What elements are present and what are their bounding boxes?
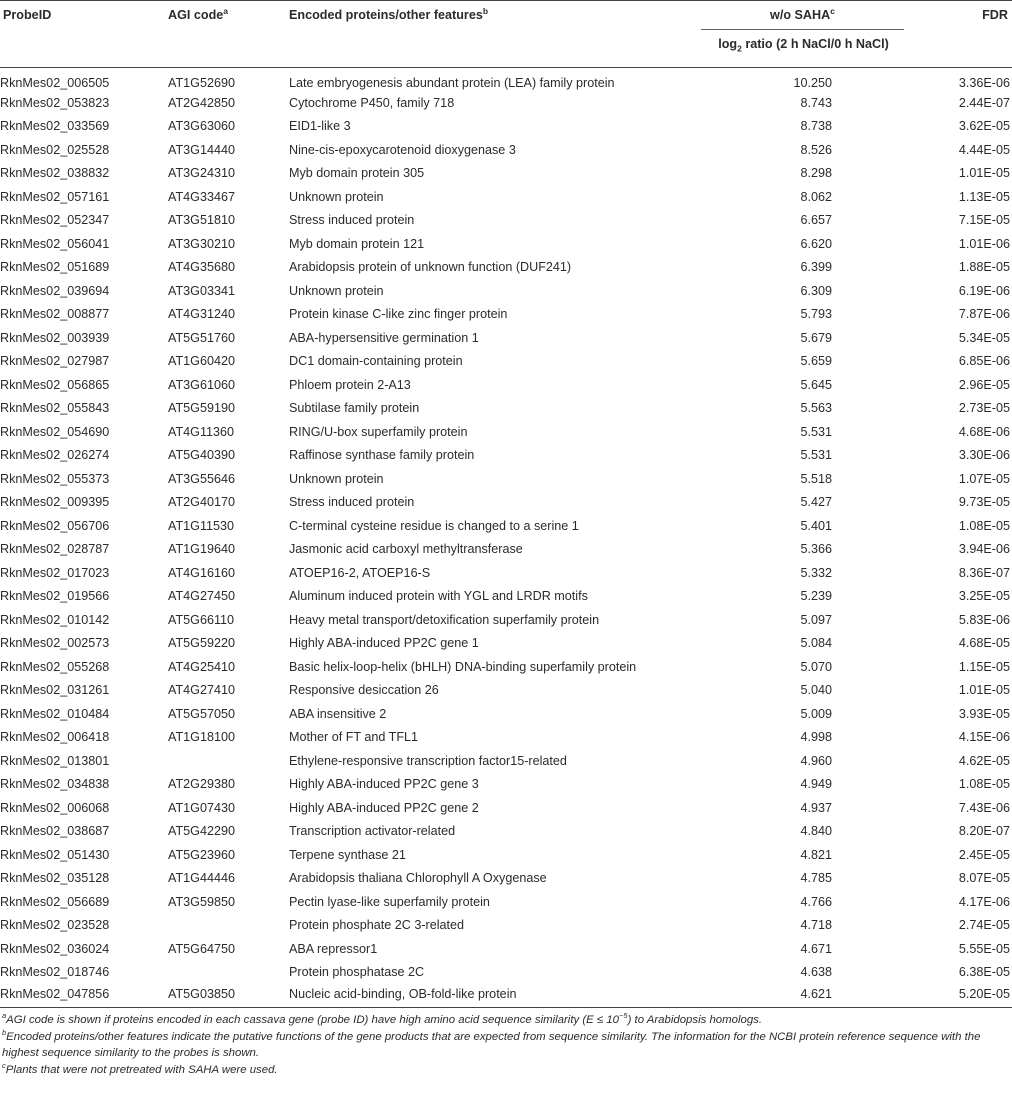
cell-fdr: 3.94E-06: [958, 542, 1010, 557]
cell-probe-id: RknMes02_051689: [0, 260, 110, 275]
cell-feature: Arabidopsis thaliana Chlorophyll A Oxygenase: [289, 871, 547, 886]
cell-feature: C-terminal cysteine residue is changed to a serine 1: [289, 518, 579, 533]
cell-agi-code: AT5G51760: [168, 330, 235, 345]
table-row: [0, 984, 1012, 1008]
cell-fdr: 4.15E-06: [958, 730, 1010, 745]
cell-fdr: 5.34E-05: [958, 330, 1010, 345]
table-row: [0, 209, 1012, 233]
cell-feature: Late embryogenesis abundant protein (LEA) family protein: [289, 75, 615, 90]
table-row: [0, 138, 1012, 162]
cell-probe-id: RknMes02_036024: [0, 941, 110, 956]
cell-agi-code: AT5G57050: [168, 706, 235, 721]
cell-agi-code: AT3G51810: [168, 213, 235, 228]
cell-fdr: 1.07E-05: [958, 471, 1010, 486]
cell-fdr: 2.45E-05: [958, 847, 1010, 862]
cell-fdr: 7.43E-06: [958, 800, 1010, 815]
cell-feature: Highly ABA-induced PP2C gene 3: [289, 777, 479, 792]
cell-fdr: 4.17E-06: [958, 894, 1010, 909]
table-row: [0, 937, 1012, 961]
cell-log-ratio: 8.743: [800, 95, 832, 110]
cell-probe-id: RknMes02_055373: [0, 471, 110, 486]
cell-agi-code: AT1G60420: [168, 354, 235, 369]
table-row: [0, 185, 1012, 209]
cell-probe-id: RknMes02_027987: [0, 354, 110, 369]
cell-probe-id: RknMes02_056706: [0, 518, 110, 533]
cell-log-ratio: 5.645: [800, 377, 832, 392]
cell-agi-code: AT3G61060: [168, 377, 235, 392]
cell-feature: ATOEP16-2, ATOEP16-S: [289, 565, 431, 580]
cell-agi-code: AT4G25410: [168, 659, 235, 674]
cell-probe-id: RknMes02_006068: [0, 800, 110, 815]
table-row: [0, 561, 1012, 585]
cell-agi-code: AT3G59850: [168, 894, 235, 909]
cell-log-ratio: 5.427: [800, 495, 832, 510]
cell-fdr: 8.36E-07: [958, 565, 1010, 580]
cell-probe-id: RknMes02_025528: [0, 142, 110, 157]
table-row: [0, 538, 1012, 562]
cell-probe-id: RknMes02_023528: [0, 918, 110, 933]
cell-fdr: 4.62E-05: [958, 753, 1010, 768]
cell-probe-id: RknMes02_006505: [0, 75, 110, 90]
cell-log-ratio: 4.840: [800, 824, 832, 839]
cell-log-ratio: 10.250: [793, 75, 832, 90]
cell-probe-id: RknMes02_018746: [0, 965, 110, 980]
table-row: [0, 279, 1012, 303]
cell-log-ratio: 4.638: [800, 965, 832, 980]
cell-agi-code: AT5G59220: [168, 636, 235, 651]
cell-agi-code: AT5G23960: [168, 847, 235, 862]
cell-log-ratio: 8.738: [800, 119, 832, 134]
cell-feature: RING/U-box superfamily protein: [289, 424, 468, 439]
cell-agi-code: AT5G03850: [168, 984, 289, 1008]
cell-probe-id: RknMes02_010142: [0, 612, 110, 627]
table-row: [0, 679, 1012, 703]
cell-agi-code: AT4G16160: [168, 565, 235, 580]
cell-log-ratio: 5.679: [800, 330, 832, 345]
cell-feature: Unknown protein: [289, 471, 384, 486]
footnote-c: $^c$Plants that were not pretreated with SAHA were used.: [2, 1060, 278, 1076]
footnote-b: $^b$Encoded proteins/other features indicate the putative functions of the gene products that are expected from sequence similarity. The information for the NCBI protein reference sequence with the highest sequence similarity to the probes is shown.: [2, 1027, 981, 1060]
cell-agi-code: AT2G42850: [168, 95, 235, 110]
cell-agi-code: AT4G31240: [168, 307, 235, 322]
cell-probe-id: RknMes02_013801: [0, 753, 110, 768]
table-row: [0, 608, 1012, 632]
cell-probe-id: RknMes02_006418: [0, 730, 110, 745]
cell-agi-code: AT4G11360: [168, 424, 235, 439]
table-row: [0, 867, 1012, 891]
cell-fdr: 1.01E-05: [958, 166, 1010, 181]
cell-fdr: 6.85E-06: [958, 354, 1010, 369]
cell-probe-id: RknMes02_031261: [0, 683, 110, 698]
cell-probe-id: RknMes02_009395: [0, 495, 110, 510]
table-row: [0, 890, 1012, 914]
cell-agi-code: AT5G40390: [168, 448, 235, 463]
table-row: [0, 303, 1012, 327]
table-row: [0, 702, 1012, 726]
cell-log-ratio: 8.526: [800, 142, 832, 157]
cell-probe-id: RknMes02_019566: [0, 589, 110, 604]
cell-feature: ABA-hypersensitive germination 1: [289, 330, 479, 345]
cell-agi-code: [168, 749, 289, 773]
table-row: [0, 256, 1012, 280]
cell-feature: Myb domain protein 305: [289, 166, 425, 181]
cell-fdr: 3.93E-05: [958, 706, 1010, 721]
cell-fdr: 9.73E-05: [958, 495, 1010, 510]
cell-agi-code: AT3G30210: [168, 236, 235, 251]
cell-probe-id: RknMes02_047856: [0, 984, 168, 1008]
cell-agi-code: AT5G59190: [168, 401, 235, 416]
table-row: [0, 491, 1012, 515]
cell-feature: Phloem protein 2-A13: [289, 377, 411, 392]
cell-log-ratio: 6.309: [800, 283, 832, 298]
cell-agi-code: AT5G66110: [168, 612, 235, 627]
cell-feature: ABA insensitive 2: [289, 706, 387, 721]
cell-fdr: 6.38E-05: [958, 965, 1010, 980]
cell-agi-code: AT1G52690: [168, 75, 235, 90]
cell-feature: Stress induced protein: [289, 495, 415, 510]
cell-feature: Unknown protein: [289, 283, 384, 298]
cell-feature: DC1 domain-containing protein: [289, 354, 463, 369]
cell-probe-id: RknMes02_002573: [0, 636, 110, 651]
cell-probe-id: RknMes02_028787: [0, 542, 110, 557]
cell-log-ratio: 4.621: [701, 984, 918, 1008]
cell-probe-id: RknMes02_053823: [0, 95, 110, 110]
cell-probe-id: RknMes02_056041: [0, 236, 110, 251]
cell-fdr: 2.44E-07: [958, 95, 1010, 110]
cell-feature: Myb domain protein 121: [289, 236, 425, 251]
cell-fdr: 2.74E-05: [958, 918, 1010, 933]
header-log-ratio: $\log_2$ ratio (2 h NaCl/0 h NaCl): [701, 32, 918, 68]
table-row: [0, 655, 1012, 679]
table-row: [0, 397, 1012, 421]
table-row: [0, 232, 1012, 256]
cell-feature: Arabidopsis protein of unknown function (DUF241): [289, 260, 572, 275]
cell-probe-id: RknMes02_055843: [0, 401, 110, 416]
cell-feature: Transcription activator-related: [289, 824, 456, 839]
cell-agi-code: AT3G63060: [168, 119, 235, 134]
cell-probe-id: RknMes02_056865: [0, 377, 110, 392]
cell-log-ratio: 5.401: [800, 518, 832, 533]
cell-log-ratio: 4.949: [800, 777, 832, 792]
cell-probe-id: RknMes02_055268: [0, 659, 110, 674]
cell-feature: Ethylene-responsive transcription factor15-related: [289, 753, 567, 768]
cell-log-ratio: 8.062: [800, 189, 832, 204]
cell-log-ratio: 5.366: [800, 542, 832, 557]
cell-fdr: 1.01E-06: [958, 236, 1010, 251]
table-row: [0, 726, 1012, 750]
cell-fdr: 4.44E-05: [958, 142, 1010, 157]
cell-feature: Highly ABA-induced PP2C gene 1: [289, 636, 479, 651]
table-row: [0, 444, 1012, 468]
cell-agi-code: AT1G19640: [168, 542, 235, 557]
cell-agi-code: AT2G40170: [168, 495, 235, 510]
cell-fdr: 1.13E-05: [958, 189, 1010, 204]
cell-feature: Terpene synthase 21: [289, 847, 406, 862]
cell-feature: Unknown protein: [289, 189, 384, 204]
cell-feature: Stress induced protein: [289, 213, 415, 228]
cell-log-ratio: 5.097: [800, 612, 832, 627]
cell-agi-code: AT3G55646: [168, 471, 235, 486]
cell-feature: Nine-cis-epoxycarotenoid dioxygenase 3: [289, 142, 516, 157]
header-features: Encoded proteins/other features$^b$: [289, 1, 701, 68]
cell-probe-id: RknMes02_051430: [0, 847, 110, 862]
cell-log-ratio: 6.620: [800, 236, 832, 251]
cell-agi-code: AT3G24310: [168, 166, 235, 181]
cell-feature: Heavy metal transport/detoxification superfamily protein: [289, 612, 600, 627]
header-fdr: FDR: [918, 1, 1012, 68]
table-row: [0, 350, 1012, 374]
cell-feature: Jasmonic acid carboxyl methyltransferase: [289, 542, 523, 557]
cell-feature: Mother of FT and TFL1: [289, 730, 419, 745]
cell-feature: EID1-like 3: [289, 119, 351, 134]
cell-probe-id: RknMes02_008877: [0, 307, 110, 322]
cell-fdr: 1.08E-05: [958, 777, 1010, 792]
table-row: [0, 585, 1012, 609]
cell-feature: Protein phosphate 2C 3-related: [289, 918, 465, 933]
cell-probe-id: RknMes02_034838: [0, 777, 110, 792]
table-header: [0, 1, 1012, 68]
cell-log-ratio: 4.766: [800, 894, 832, 909]
cell-feature: Highly ABA-induced PP2C gene 2: [289, 800, 479, 815]
cell-probe-id: RknMes02_017023: [0, 565, 110, 580]
cell-fdr: 7.15E-05: [958, 213, 1010, 228]
cell-probe-id: RknMes02_038687: [0, 824, 110, 839]
cell-fdr: 5.83E-06: [958, 612, 1010, 627]
cell-feature: Raffinose synthase family protein: [289, 448, 475, 463]
table-row: [0, 68, 1012, 92]
cell-fdr: 5.20E-05: [918, 984, 1012, 1008]
cell-feature: Aluminum induced protein with YGL and LRDR motifs: [289, 589, 588, 604]
cell-agi-code: AT4G35680: [168, 260, 235, 275]
table-row: [0, 326, 1012, 350]
cell-agi-code: AT2G29380: [168, 777, 235, 792]
cell-log-ratio: 4.821: [800, 847, 832, 862]
cell-fdr: 5.55E-05: [958, 941, 1010, 956]
cell-log-ratio: 5.563: [800, 401, 832, 416]
cell-log-ratio: 5.531: [800, 424, 832, 439]
cell-feature: Subtilase family protein: [289, 401, 420, 416]
cell-log-ratio: 5.084: [800, 636, 832, 651]
cell-feature: Protein phosphatase 2C: [289, 965, 425, 980]
cell-fdr: 1.15E-05: [958, 659, 1010, 674]
table-row: [0, 162, 1012, 186]
cell-probe-id: RknMes02_056689: [0, 894, 110, 909]
cell-probe-id: RknMes02_039694: [0, 283, 110, 298]
table-row: [0, 115, 1012, 139]
cell-fdr: 8.07E-05: [958, 871, 1010, 886]
cell-agi-code: AT1G44446: [168, 871, 235, 886]
table-row: [0, 420, 1012, 444]
cell-log-ratio: 4.998: [800, 730, 832, 745]
cell-probe-id: RknMes02_054690: [0, 424, 110, 439]
cell-fdr: 3.62E-05: [958, 119, 1010, 134]
cell-agi-code: AT1G11530: [168, 518, 235, 533]
cell-log-ratio: 5.040: [800, 683, 832, 698]
cell-log-ratio: 5.239: [800, 589, 832, 604]
cell-fdr: 1.88E-05: [958, 260, 1010, 275]
table-row: [0, 467, 1012, 491]
cell-log-ratio: 4.785: [800, 871, 832, 886]
table-row: [0, 796, 1012, 820]
table-row: [0, 749, 1012, 773]
cell-log-ratio: 5.518: [800, 471, 832, 486]
table-row: [0, 773, 1012, 797]
table-row: [0, 514, 1012, 538]
cell-fdr: 6.19E-06: [958, 283, 1010, 298]
cell-log-ratio: 6.399: [800, 260, 832, 275]
cell-agi-code: [168, 914, 289, 938]
cell-fdr: 7.87E-06: [958, 307, 1010, 322]
table-body: [0, 68, 1012, 1008]
cell-feature: Pectin lyase-like superfamily protein: [289, 894, 490, 909]
cell-probe-id: RknMes02_003939: [0, 330, 110, 345]
cell-probe-id: RknMes02_033569: [0, 119, 110, 134]
table-row: [0, 373, 1012, 397]
footnotes: [0, 1008, 1012, 1078]
header-w-saha: w/o SAHA$^c$: [701, 1, 918, 32]
cell-log-ratio: 5.793: [800, 307, 832, 322]
table-row: [0, 91, 1012, 115]
cell-probe-id: RknMes02_038832: [0, 166, 110, 181]
cell-probe-id: RknMes02_035128: [0, 871, 110, 886]
cell-fdr: 1.01E-05: [958, 683, 1010, 698]
table-row: [0, 914, 1012, 938]
cell-log-ratio: 5.009: [800, 706, 832, 721]
cell-log-ratio: 5.531: [800, 448, 832, 463]
cell-probe-id: RknMes02_010484: [0, 706, 110, 721]
cell-feature: ABA repressor1: [289, 941, 378, 956]
cell-fdr: 2.96E-05: [958, 377, 1010, 392]
cell-agi-code: AT4G27450: [168, 589, 235, 604]
cell-fdr: 3.30E-06: [958, 448, 1010, 463]
cell-log-ratio: 4.937: [800, 800, 832, 815]
table-row: [0, 820, 1012, 844]
cell-probe-id: RknMes02_052347: [0, 213, 110, 228]
cell-log-ratio: 4.718: [800, 918, 832, 933]
cell-fdr: 4.68E-05: [958, 636, 1010, 651]
cell-log-ratio: 5.659: [800, 354, 832, 369]
cell-probe-id: RknMes02_026274: [0, 448, 110, 463]
cell-log-ratio: 6.657: [800, 213, 832, 228]
cell-feature: Nucleic acid-binding, OB-fold-like protein: [289, 984, 701, 1008]
cell-fdr: 3.36E-06: [958, 75, 1010, 90]
cell-log-ratio: 4.960: [800, 753, 832, 768]
cell-feature: Cytochrome P450, family 718: [289, 95, 455, 110]
cell-agi-code: [168, 961, 289, 985]
cell-fdr: 3.25E-05: [958, 589, 1010, 604]
cell-agi-code: AT4G27410: [168, 683, 235, 698]
cell-fdr: 8.20E-07: [958, 824, 1010, 839]
cell-log-ratio: 4.671: [800, 941, 832, 956]
cell-agi-code: AT5G42290: [168, 824, 235, 839]
table-row: [0, 632, 1012, 656]
cell-agi-code: AT3G03341: [168, 283, 235, 298]
cell-agi-code: AT1G18100: [168, 730, 235, 745]
cell-agi-code: AT3G14440: [168, 142, 235, 157]
cell-log-ratio: 5.070: [800, 659, 832, 674]
table-row: [0, 961, 1012, 985]
cell-fdr: 1.08E-05: [958, 518, 1010, 533]
cell-feature: Basic helix-loop-helix (bHLH) DNA-binding superfamily protein: [289, 659, 637, 674]
cell-fdr: 2.73E-05: [958, 401, 1010, 416]
cell-log-ratio: 5.332: [800, 565, 832, 580]
cell-log-ratio: 8.298: [800, 166, 832, 181]
cell-feature: Responsive desiccation 26: [289, 683, 439, 698]
cell-agi-code: AT4G33467: [168, 189, 235, 204]
cell-agi-code: AT1G07430: [168, 800, 235, 815]
cell-fdr: 4.68E-06: [958, 424, 1010, 439]
footnote-a: $^a$AGI code is shown if proteins encoded in each cassava gene (probe ID) have high amino acid sequence similarity $(E \le 10^{-5})$ to Arabidopsis homologs.: [2, 1011, 763, 1026]
header-probe-id: ProbeID: [0, 1, 168, 68]
cell-feature: Protein kinase C-like zinc finger protein: [289, 307, 508, 322]
header-agi-code: AGI code$^a$: [168, 1, 289, 68]
table-row: [0, 843, 1012, 867]
cell-agi-code: AT5G64750: [168, 941, 235, 956]
cell-probe-id: RknMes02_057161: [0, 189, 110, 204]
